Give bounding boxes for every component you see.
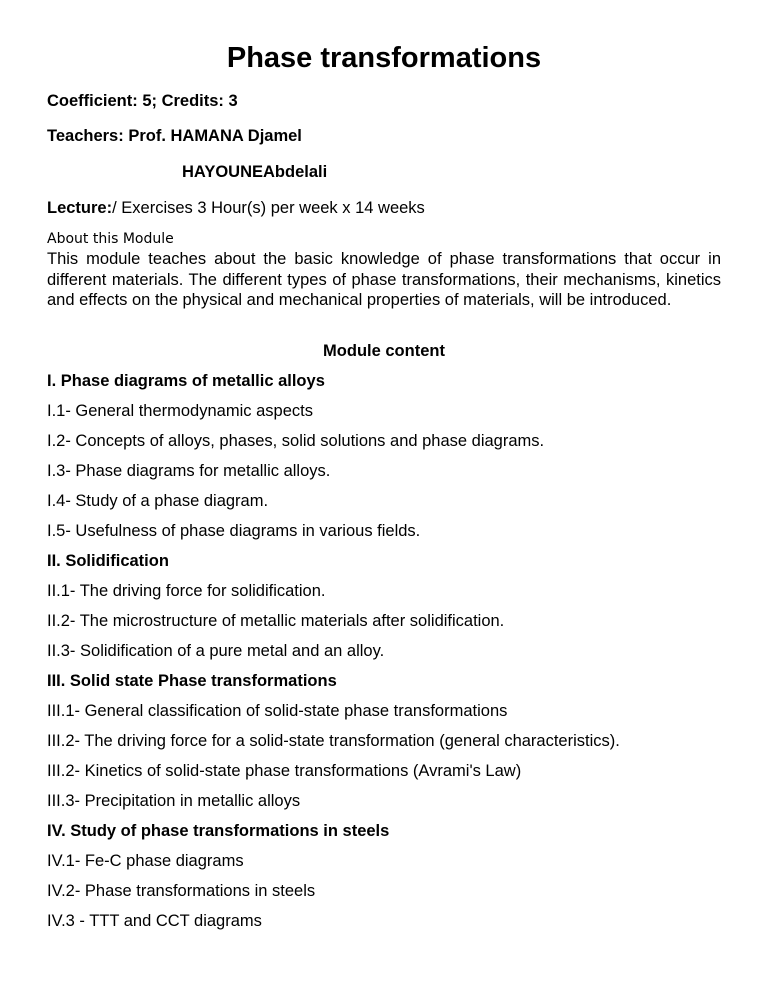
section-item: I.5- Usefulness of phase diagrams in various fields.: [47, 522, 421, 540]
section-heading: IV. Study of phase transformations in steels: [47, 822, 390, 840]
section-heading: II. Solidification: [47, 552, 169, 570]
teacher-second-name: HAYOUNEAbdelali: [182, 163, 328, 181]
lecture-label: Lecture:: [47, 199, 113, 217]
section-item: II.1- The driving force for solidification.: [47, 582, 326, 600]
section-heading: III. Solid state Phase transformations: [47, 672, 337, 690]
section-item: III.1- General classification of solid-state phase transformations: [47, 702, 508, 720]
section-item: II.2- The microstructure of metallic materials after solidification.: [47, 612, 505, 630]
section-item: IV.1- Fe-C phase diagrams: [47, 852, 244, 870]
section-item: I.4- Study of a phase diagram.: [47, 492, 269, 510]
teachers-line: Teachers: Prof. HAMANA Djamel: [47, 127, 302, 145]
coefficient-line: Coefficient: 5; Credits: 3: [47, 92, 238, 110]
lecture-line: [47, 198, 425, 218]
section-item: I.1- General thermodynamic aspects: [47, 402, 313, 420]
section-item: III.3- Precipitation in metallic alloys: [47, 792, 301, 810]
page-title: Phase transformations: [226, 42, 542, 74]
section-item: III.2- Kinetics of solid-state phase transformations (Avrami's Law): [47, 762, 522, 780]
section-item: III.2- The driving force for a solid-state transformation (general characteristics).: [47, 732, 620, 750]
section-item: I.2- Concepts of alloys, phases, solid solutions and phase diagrams.: [47, 432, 545, 450]
lecture-text: / Exercises 3 Hour(s) per week x 14 weeks: [112, 199, 425, 217]
section-item: IV.2- Phase transformations in steels: [47, 882, 316, 900]
section-item: I.3- Phase diagrams for metallic alloys.: [47, 462, 331, 480]
section-item: II.3- Solidification of a pure metal and an alloy.: [47, 642, 385, 660]
module-content-heading: Module content: [323, 342, 445, 360]
section-heading: I. Phase diagrams of metallic alloys: [47, 372, 325, 390]
section-item: IV.3 - TTT and CCT diagrams: [47, 912, 262, 930]
about-body: This module teaches about the basic knowledge of phase transformations that occur in different materials. The different types of phase transformations, their mechanisms, kinetics and effects on the physical and mechanical properties of materials, will be introduced.: [47, 250, 721, 309]
about-heading: About this Module: [47, 231, 174, 247]
